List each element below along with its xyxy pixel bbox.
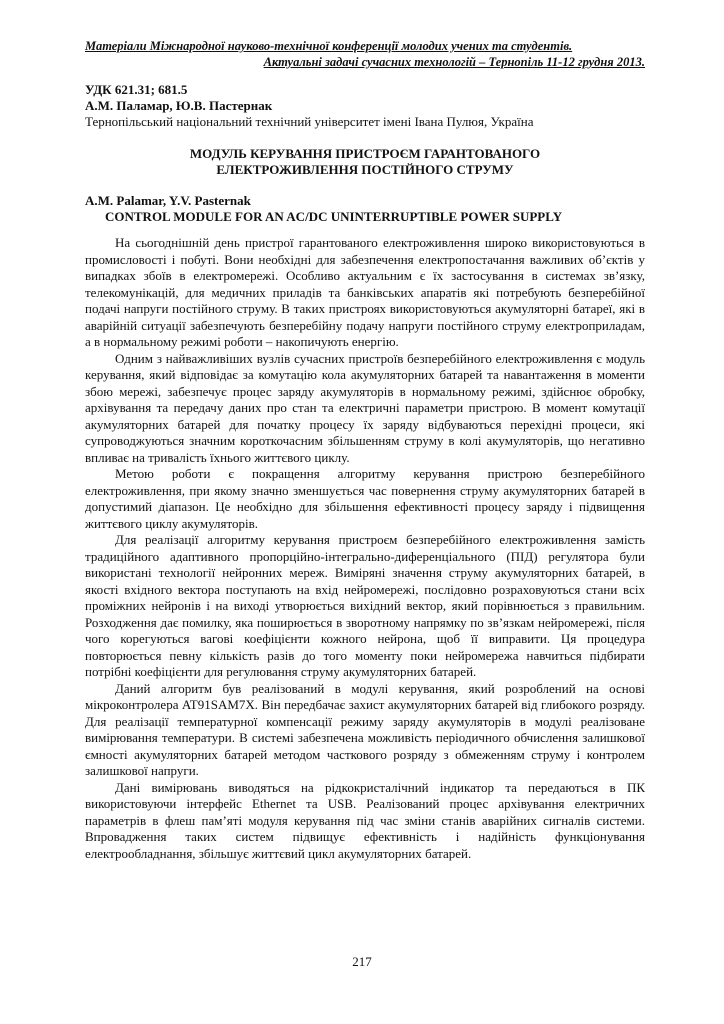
paragraph: Дані вимірювань виводяться на рідкокристалічний індикатор та передаються в ПК використовуючи інтерфейс Ethernet та USB. Реалізований процес архівування електричних параметрів в флеш пам’яті модуля керування під час зміни станів аварійних сигналів системи. Впровадження таких систем підвищує ефективність і надійність функціонування електрообладнання, збільшує життєвий цикл акумуляторних батарей. <box>85 779 645 861</box>
authors-en: A.M. Palamar, Y.V. Pasternak <box>85 193 251 208</box>
paragraph: Для реалізації алгоритму керування пристроєм безперебійного електроживлення замість традиційного адаптивного пропорційно-інтегрально-диференціального (ПІД) регулятора були використані технології нейронних мереж. Виміряні значення струму акумуляторних батарей, в якості вхідного вектора поступають на вхід нейромережі, послідовно розраховуються стани всіх проміжних нейронів і на виході утворюється вихідний вектор, який порівнюється з правильним. Розходження дає помилку, яка поширюється в зворотному напрямку по зв’язкам нейромережі, після чого корегуються вагові коефіцієнти кожного нейрона, щоб її виправити. Ця процедура повторюється певну кількість разів до того моменту поки нейромережа навчиться підбирати потрібні коефіцієнти для регулювання струму акумуляторних батарей. <box>85 532 645 679</box>
paragraph: Одним з найважливіших вузлів сучасних пристроїв безперебійного електроживлення є модуль керування, який відповідає за комутацію кола акумуляторних батарей та навантаження в моменти збою мережі, забезпечує процес заряду акумуляторів в нормальному режимі, здійснює обробку, архівування та передачу даних про стан та електричні параметри пристрою. В момент комутації акумуляторних батарей для початку процесу їх заряду відбуваються перехідні процеси, які супроводжуються значним короткочасним збільшенням струму в колі акумуляторів, що негативно впливає на тривалість їхнього життєвого циклу. <box>85 350 645 465</box>
paper-page <box>85 38 645 862</box>
affiliation: Тернопільський національний технічний університет імені Івана Пулюя, Україна <box>85 114 534 129</box>
page-number: 217 <box>352 954 372 969</box>
conference-header <box>85 38 645 70</box>
paragraph: На сьогоднішній день пристрої гарантованого електроживлення широко використовуються в промисловості і побуті. Вони необхідні для забезпечення електропостачання важливих об’єктів у випадках збоїв в електромережі. Особливо актуальним є їх застосування в системах зв’язку, телекомунікацій, для медичних приладів та банківських апаратів які потребують безперебійної подачі напруги постійного струму. В таких пристроях використовуються акумуляторні батареї, які в аварійній ситуації забезпечують безперебійну подачу напруги постійного струму електроприладам, а в нормальному режимі роботи – накопичують енергію. <box>85 235 645 349</box>
conference-header-line-2: Актуальні задачі сучасних технологій – Тернопіль 11-12 грудня 2013. <box>263 55 645 69</box>
title-ua-line-1: МОДУЛЬ КЕРУВАННЯ ПРИСТРОЄМ ГАРАНТОВАНОГО <box>189 146 541 161</box>
paragraph: Метою роботи є покращення алгоритму керування пристрою безперебійного електроживлення, при якому значно зменшується час повернення струму акумуляторних батарей в допустимий діапазон. Це необхідно для збільшення ефективності процесу заряду і підвищення життєвого циклу акумуляторів. <box>85 466 645 531</box>
udk-code: УДК 621.31; 681.5 <box>85 82 188 97</box>
title-ua <box>85 146 645 178</box>
authors-ua: А.М. Паламар, Ю.В. Пастернак <box>85 98 273 113</box>
paper-meta <box>85 82 645 130</box>
conference-header-line-1: Матеріали Міжнародної науково-технічної конференції молодих учених та студентів. <box>85 39 573 53</box>
paragraph: Даний алгоритм був реалізований в модулі керування, який розроблений на основі мікроконтролера AT91SAM7X. Він передбачає захист акумуляторних батарей від глибокого розряду. Для реалізації температурної компенсації режиму заряду акумуляторів в модулі реалізоване вимірювання температури. В системі забезпечена можливість періодичного обчислення залишкової ємності акумуляторних батарей методом часткового розряду з обмеженням струму і контролем залишкової напруги. <box>85 680 645 778</box>
title-ua-line-2: ЕЛЕКТРОЖИВЛЕННЯ ПОСТІЙНОГО СТРУМУ <box>216 162 514 177</box>
paper-body <box>85 235 645 862</box>
title-en: CONTROL MODULE FOR AN AC/DC UNINTERRUPTIBLE POWER SUPPLY <box>105 209 563 224</box>
